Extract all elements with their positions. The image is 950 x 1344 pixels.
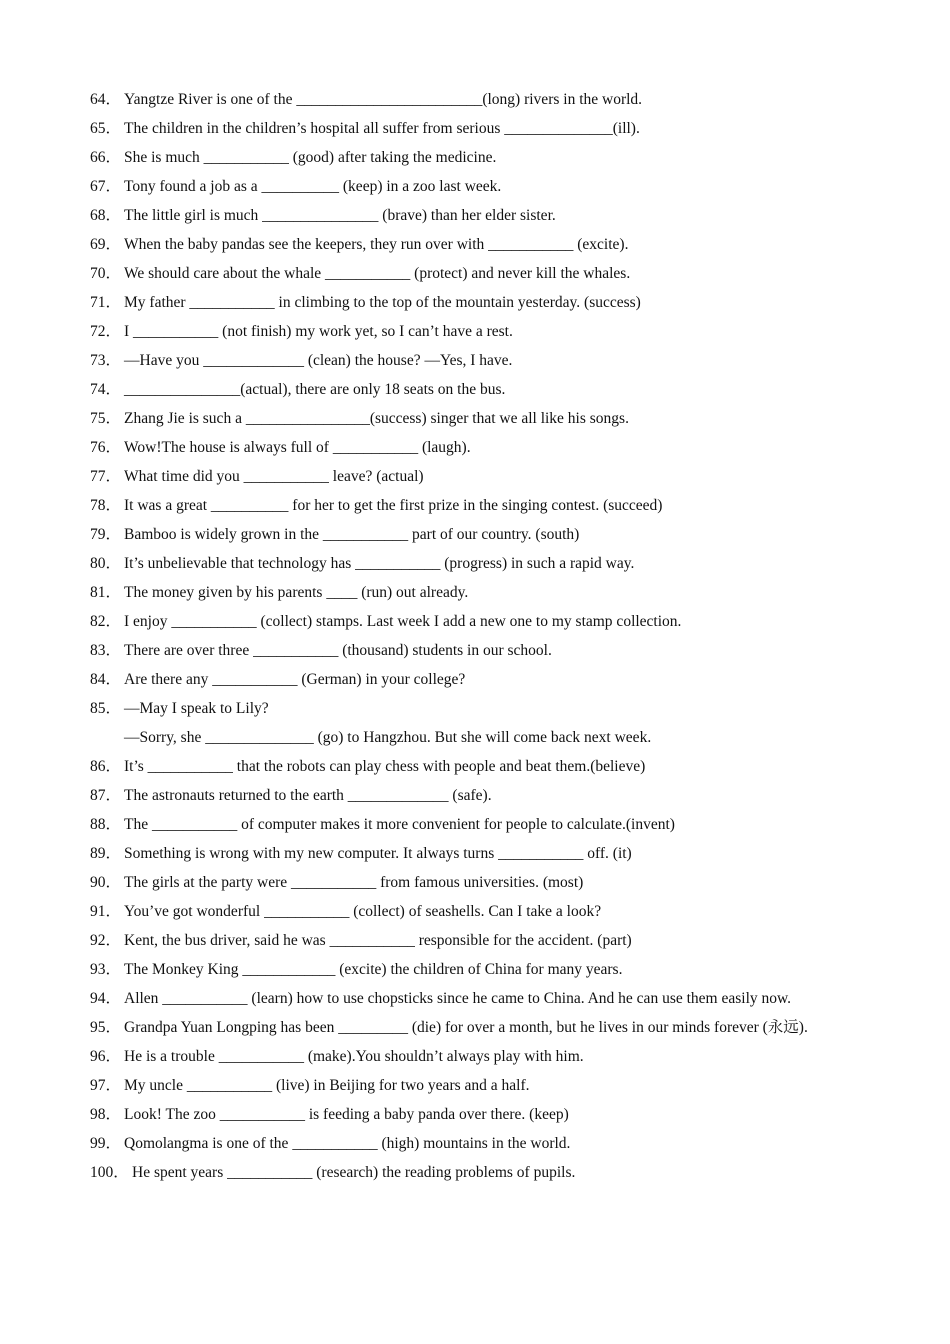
question-item [90, 582, 890, 611]
question-text: Bamboo is widely grown in the ___________ part of our country. (south) [124, 526, 580, 543]
question-text: Qomolangma is one of the ___________ (high) mountains in the world. [124, 1135, 571, 1152]
question-text: The children in the children’s hospital all suffer from serious ______________(ill). [124, 120, 640, 137]
question-item [90, 756, 890, 785]
question-text: —May I speak to Lily? [124, 700, 269, 717]
question-number: 64． [90, 91, 122, 108]
question-text: Zhang Jie is such a ________________(success) singer that we all like his songs. [124, 410, 629, 427]
question-item [90, 698, 890, 727]
question-item [90, 959, 890, 988]
question-number: 84． [90, 671, 122, 688]
question-number: 87． [90, 787, 122, 804]
question-number: 99． [90, 1135, 122, 1152]
question-item [90, 263, 890, 292]
question-item [90, 495, 890, 524]
question-text: The astronauts returned to the earth _____________ (safe). [124, 787, 492, 804]
question-number: 86． [90, 758, 122, 775]
question-text: Something is wrong with my new computer. It always turns ___________ off. (it) [124, 845, 632, 862]
question-number: 65． [90, 120, 122, 137]
question-number: 70． [90, 265, 122, 282]
question-text: Yangtze River is one of the ________________________(long) rivers in the world. [124, 91, 643, 108]
question-item [90, 669, 890, 698]
question-number: 67． [90, 178, 122, 195]
question-item [90, 350, 890, 379]
question-item [90, 553, 890, 582]
question-text: You’ve got wonderful ___________ (collect) of seashells. Can I take a look? [124, 903, 602, 920]
question-item [90, 234, 890, 263]
question-text: He spent years ___________ (research) the reading problems of pupils. [132, 1164, 576, 1181]
question-item [90, 292, 890, 321]
question-number: 95． [90, 1019, 122, 1036]
question-text: There are over three ___________ (thousand) students in our school. [124, 642, 552, 659]
question-number: 94． [90, 990, 122, 1007]
question-text: It was a great __________ for her to get the first prize in the singing contest. (succeed) [124, 497, 663, 514]
question-item [90, 1046, 890, 1075]
question-list [90, 89, 890, 1191]
question-number: 77． [90, 468, 122, 485]
question-number: 82． [90, 613, 122, 630]
question-text: It’s ___________ that the robots can play chess with people and beat them.(believe) [124, 758, 646, 775]
question-text: Kent, the bus driver, said he was ___________ responsible for the accident. (part) [124, 932, 632, 949]
question-number: 88． [90, 816, 122, 833]
question-text: —Have you _____________ (clean) the house? —Yes, I have. [124, 352, 513, 369]
question-item [90, 1133, 890, 1162]
question-text: When the baby pandas see the keepers, they run over with ___________ (excite). [124, 236, 629, 253]
question-item [90, 118, 890, 147]
question-number: 89． [90, 845, 122, 862]
question-number: 91． [90, 903, 122, 920]
question-number: 85． [90, 700, 122, 717]
question-text: Are there any ___________ (German) in your college? [124, 671, 466, 688]
question-number: 97． [90, 1077, 122, 1094]
question-item [90, 205, 890, 234]
question-text: I enjoy ___________ (collect) stamps. Last week I add a new one to my stamp collection. [124, 613, 682, 630]
question-number: 75． [90, 410, 122, 427]
question-item [90, 611, 890, 640]
question-text: Allen ___________ (learn) how to use chopsticks since he came to China. And he can use them easily now. [124, 990, 792, 1007]
question-item [90, 89, 890, 118]
question-item [90, 1075, 890, 1104]
question-text: My father ___________ in climbing to the top of the mountain yesterday. (success) [124, 294, 641, 311]
question-item [90, 640, 890, 669]
question-number: 90． [90, 874, 122, 891]
question-number: 76． [90, 439, 122, 456]
question-number: 68． [90, 207, 122, 224]
question-text: Grandpa Yuan Longping has been _________ (die) for over a month, but he lives in our minds forever (永远). [124, 1019, 808, 1036]
question-text: Wow!The house is always full of ___________ (laugh). [124, 439, 471, 456]
question-text: It’s unbelievable that technology has ___________ (progress) in such a rapid way. [124, 555, 635, 572]
question-item [90, 843, 890, 872]
question-item [90, 147, 890, 176]
question-text: My uncle ___________ (live) in Beijing for two years and a half. [124, 1077, 530, 1094]
question-item [90, 1162, 890, 1191]
question-item [90, 1017, 890, 1046]
question-item [90, 408, 890, 437]
question-number: 71． [90, 294, 122, 311]
question-text: What time did you ___________ leave? (actual) [124, 468, 424, 485]
question-number: 69． [90, 236, 122, 253]
question-text: The ___________ of computer makes it more convenient for people to calculate.(invent) [124, 816, 675, 833]
question-number: 92． [90, 932, 122, 949]
question-number: 80． [90, 555, 122, 572]
question-text: We should care about the whale ___________ (protect) and never kill the whales. [124, 265, 631, 282]
question-number: 79． [90, 526, 122, 543]
question-item [90, 466, 890, 495]
question-item [90, 176, 890, 205]
question-text: He is a trouble ___________ (make).You shouldn’t always play with him. [124, 1048, 584, 1065]
question-item [90, 321, 890, 350]
question-text: Look! The zoo ___________ is feeding a baby panda over there. (keep) [124, 1106, 569, 1123]
question-item [90, 901, 890, 930]
question-number: 100． [90, 1164, 129, 1181]
question-number: 98． [90, 1106, 122, 1123]
question-item [90, 988, 890, 1017]
question-text: The money given by his parents ____ (run) out already. [124, 584, 469, 601]
question-number: 78． [90, 497, 122, 514]
question-text: Tony found a job as a __________ (keep) in a zoo last week. [124, 178, 502, 195]
question-number: 83． [90, 642, 122, 659]
question-number: 81． [90, 584, 122, 601]
question-item [90, 379, 890, 408]
question-text: The little girl is much _______________ (brave) than her elder sister. [124, 207, 556, 224]
question-text: She is much ___________ (good) after taking the medicine. [124, 149, 497, 166]
question-item [90, 1104, 890, 1133]
question-item [90, 785, 890, 814]
question-item [90, 872, 890, 901]
question-number: 74． [90, 381, 122, 398]
question-text: _______________(actual), there are only 18 seats on the bus. [124, 381, 506, 398]
question-item [90, 524, 890, 553]
question-item [90, 814, 890, 843]
question-text: I ___________ (not finish) my work yet, so I can’t have a rest. [124, 323, 513, 340]
question-number: 72． [90, 323, 122, 340]
question-text: The girls at the party were ___________ from famous universities. (most) [124, 874, 584, 891]
question-item [90, 437, 890, 466]
question-85-continuation: —Sorry, she ______________ (go) to Hangzhou. But she will come back next week. [124, 729, 652, 746]
question-number: 96． [90, 1048, 122, 1065]
question-number: 93． [90, 961, 122, 978]
question-text: The Monkey King ____________ (excite) the children of China for many years. [124, 961, 623, 978]
question-number: 73． [90, 352, 122, 369]
question-number: 66． [90, 149, 122, 166]
question-item [90, 930, 890, 959]
